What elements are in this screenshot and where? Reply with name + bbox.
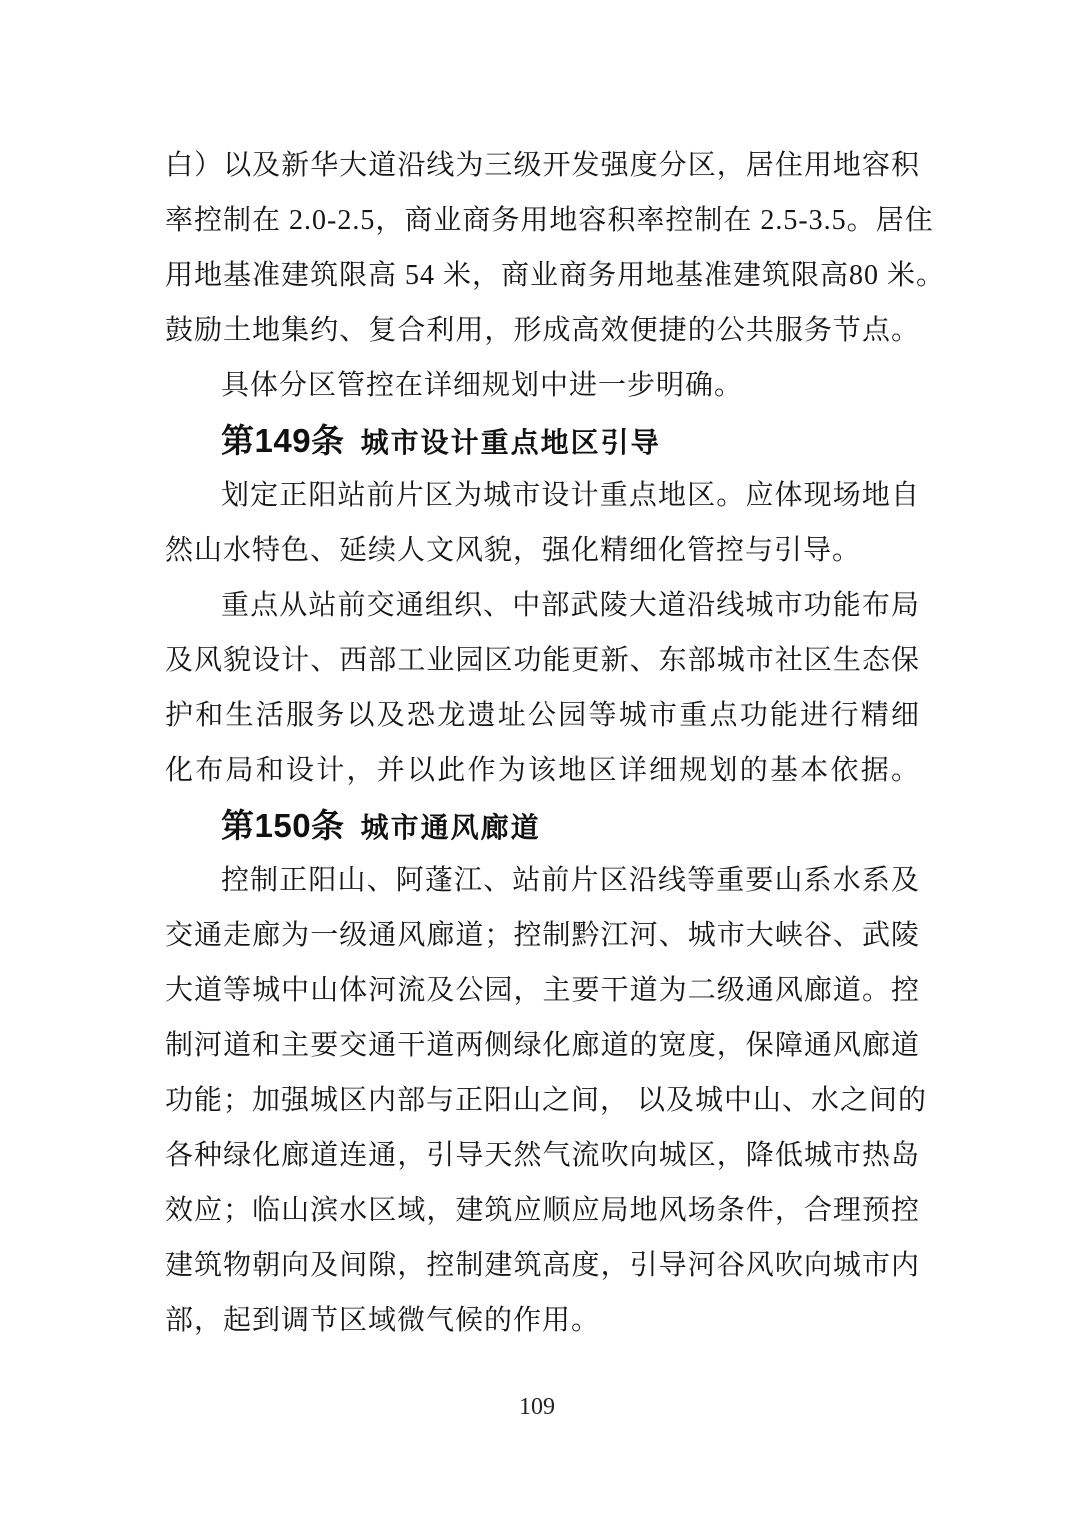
text-line: 交通走廊为一级通风廊道；控制黔江河、城市大峡谷、武陵: [165, 920, 920, 951]
text-line: 划定正阳站前片区为城市设计重点地区。应体现场地自: [221, 480, 920, 511]
text-line: 白）以及新华大道沿线为三级开发强度分区，居住用地容积: [165, 150, 920, 181]
text-line: 重点从站前交通组织、中部武陵大道沿线城市功能布局: [221, 590, 920, 621]
article-title: 城市设计重点地区引导: [360, 428, 661, 459]
text-line: 然山水特色、延续人文风貌，强化精细化管控与引导。: [165, 535, 862, 566]
text-line: 护和生活服务以及恐龙遗址公园等城市重点功能进行精细: [165, 700, 920, 731]
article-150-heading: [165, 798, 920, 853]
text-line: 效应；临山滨水区域，建筑应顺应局地风场条件，合理预控: [165, 1195, 920, 1226]
text-line: 鼓励土地集约、复合利用，形成高效便捷的公共服务节点。: [165, 315, 920, 346]
text-line: 各种绿化廊道连通，引导天然气流吹向城区，降低城市热岛: [165, 1140, 920, 1171]
page-number: 109: [519, 1394, 555, 1420]
text-line: 率控制在 2.0-2.5，商业商务用地容积率控制在 2.5-3.5。居住: [165, 205, 934, 236]
article-149-heading: [165, 413, 920, 468]
text-line: 大道等城中山体河流及公园，主要干道为二级通风廊道。控: [165, 975, 920, 1006]
text-line: 及风貌设计、西部工业园区功能更新、东部城市社区生态保: [165, 645, 920, 676]
text-line: 制河道和主要交通干道两侧绿化廊道的宽度，保障通风廊道: [165, 1030, 920, 1061]
text-line: 功能；加强城区内部与正阳山之间， 以及城中山、水之间的: [165, 1085, 928, 1116]
text-line: 建筑物朝向及间隙，控制建筑高度，引导河谷风吹向城市内: [165, 1250, 920, 1281]
text-body: [165, 138, 946, 1348]
article-title: 城市通风廊道: [360, 813, 541, 844]
text-line: 用地基准建筑限高 54 米，商业商务用地基准建筑限高80 米。: [165, 260, 946, 291]
text-line: 具体分区管控在详细规划中进一步明确。: [221, 370, 744, 401]
article-number: 第150条: [221, 807, 345, 844]
text-line: 化布局和设计，并以此作为该地区详细规划的基本依据。: [165, 755, 920, 786]
text-line: 控制正阳山、阿蓬江、站前片区沿线等重要山系水系及: [221, 865, 920, 896]
text-line: 部，起到调节区域微气候的作用。: [165, 1305, 601, 1336]
article-number: 第149条: [221, 422, 345, 459]
